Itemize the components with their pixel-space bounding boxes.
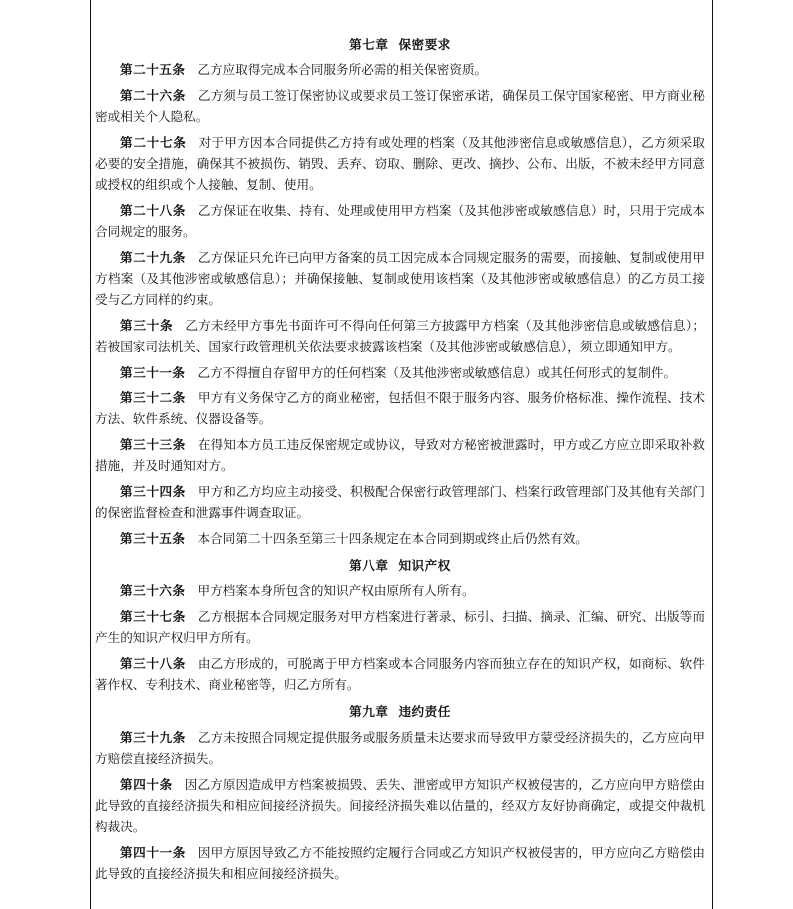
article <box>95 481 705 524</box>
article-label: 第三十二条 <box>120 390 186 406</box>
chapter-heading <box>95 555 705 576</box>
article-text: 乙方应取得完成本合同服务所必需的相关保密资质。 <box>197 62 488 78</box>
article-label: 第三十七条 <box>120 608 186 624</box>
chapter-heading <box>95 34 705 55</box>
article-label: 第二十八条 <box>120 202 186 218</box>
chapter-title: 知识产权 <box>398 557 451 573</box>
article <box>95 362 705 383</box>
article <box>95 842 705 885</box>
article-text: 因乙方原因造成甲方档案被损毁、丢失、泄密或甲方知识产权被侵害的，乙方应向甲方赔偿由此导致的直接经济损失和相应间接经济损失。间接经济损失难以估量的，经双方友好协商确定，或提交仲裁机构裁决。 <box>95 776 706 835</box>
article-text: 本合同第二十四条至第三十四条规定在本合同到期或终止后仍然有效。 <box>197 530 588 546</box>
article-text: 甲方档案本身所包含的知识产权由原所有人所有。 <box>197 583 475 599</box>
article <box>95 606 705 649</box>
article-label: 第三十五条 <box>120 530 186 546</box>
article <box>95 434 705 477</box>
chapter-number: 第七章 <box>349 37 389 52</box>
article-label: 第二十五条 <box>120 62 186 78</box>
article <box>95 528 705 549</box>
article <box>95 315 705 358</box>
article <box>95 774 705 838</box>
article-text: 乙方根据本合同规定服务对甲方档案进行著录、标引、扫描、摘录、汇编、研究、出版等而产生的知识产权归甲方所有。 <box>95 608 706 646</box>
article-text: 在得知本方员工违反保密规定或协议，导致对方秘密被泄露时，甲方或乙方应立即采取补救措施，并及时通知对方。 <box>95 436 706 474</box>
article-text: 由乙方形成的，可脱离于甲方档案或本合同服务内容而独立存在的知识产权，如商标、软件著作权、专利技术、商业秘密等，归乙方所有。 <box>95 655 706 692</box>
article-label: 第二十七条 <box>120 134 187 150</box>
article-label: 第三十三条 <box>120 436 186 452</box>
article-text: 乙方未经甲方事先书面许可不得向任何第三方披露甲方档案（及其他涉密信息或敏感信息）；若被国家司法机关、国家行政管理机关依法要求披露该档案（及其他涉密或敏感信息），须立即通知甲方。 <box>95 317 706 355</box>
article-text: 甲方有义务保守乙方的商业秘密，包括但不限于服务内容、服务价格标准、操作流程、技术方法、软件系统、仪器设备等。 <box>95 390 706 427</box>
chapter-number: 第九章 <box>349 704 389 720</box>
article-label: 第三十八条 <box>120 655 186 671</box>
article <box>95 59 705 80</box>
article-label: 第二十九条 <box>120 249 186 265</box>
article-label: 第三十九条 <box>120 729 186 745</box>
article-text: 因甲方原因导致乙方不能按照约定履行合同或乙方知识产权被侵害的，甲方应向乙方赔偿由此导致的直接经济损失和相应间接经济损失。 <box>95 844 706 882</box>
article-text: 乙方保证在收集、持有、处理或使用甲方档案（及其他涉密或敏感信息）时，只用于完成本合同规定的服务。 <box>95 202 706 240</box>
article <box>95 85 705 128</box>
article-label: 第四十一条 <box>120 844 186 860</box>
article-text: 乙方须与员工签订保密协议或要求员工签订保密承诺，确保员工保守国家秘密、甲方商业秘密或相关个人隐私。 <box>95 87 706 125</box>
article-text: 对于甲方因本合同提供乙方持有或处理的档案（及其他涉密信息或敏感信息），乙方须采取必要的安全措施，确保其不被损伤、销毁、丢弃、窃取、删除、更改、摘抄、公布、出版，不被未经甲方同意或授权的组织或个人接触、复制、使用。 <box>95 134 706 193</box>
chapter-number: 第八章 <box>349 557 389 573</box>
article-label: 第二十六条 <box>120 87 186 103</box>
article-label: 第三十六条 <box>120 583 186 599</box>
chapter-heading <box>95 701 705 722</box>
article-label: 第三十条 <box>120 317 174 333</box>
article <box>95 132 705 196</box>
chapter-title: 违约责任 <box>398 704 451 720</box>
article <box>95 200 705 243</box>
article <box>95 727 705 770</box>
contract-text <box>95 34 705 889</box>
article-label: 第三十四条 <box>120 483 186 499</box>
article-label: 第三十一条 <box>120 364 186 380</box>
article-label: 第四十条 <box>120 776 173 792</box>
article-text: 乙方未按照合同规定提供服务或服务质量未达要求而导致甲方蒙受经济损失的，乙方应向甲方赔偿直接经济损失。 <box>95 729 706 767</box>
article-text: 乙方不得擅自存留甲方的任何档案（及其他涉密或敏感信息）或其任何形式的复制件。 <box>197 364 677 380</box>
article-text: 甲方和乙方均应主动接受、积极配合保密行政管理部门、档案行政管理部门及其他有关部门的保密监督检查和泄露事件调查取证。 <box>95 483 706 521</box>
chapter-title: 保密要求 <box>398 37 451 52</box>
article <box>95 653 705 696</box>
article <box>95 387 705 430</box>
article <box>95 580 705 601</box>
article <box>95 247 705 311</box>
article-text: 乙方保证只允许已向甲方备案的员工因完成本合同规定服务的需要，而接触、复制或使用甲方档案（及其他涉密或敏感信息）；并确保接触、复制或使用该档案（及其他涉密或敏感信息）的乙方员工接受与乙方同样的约束。 <box>95 249 706 308</box>
